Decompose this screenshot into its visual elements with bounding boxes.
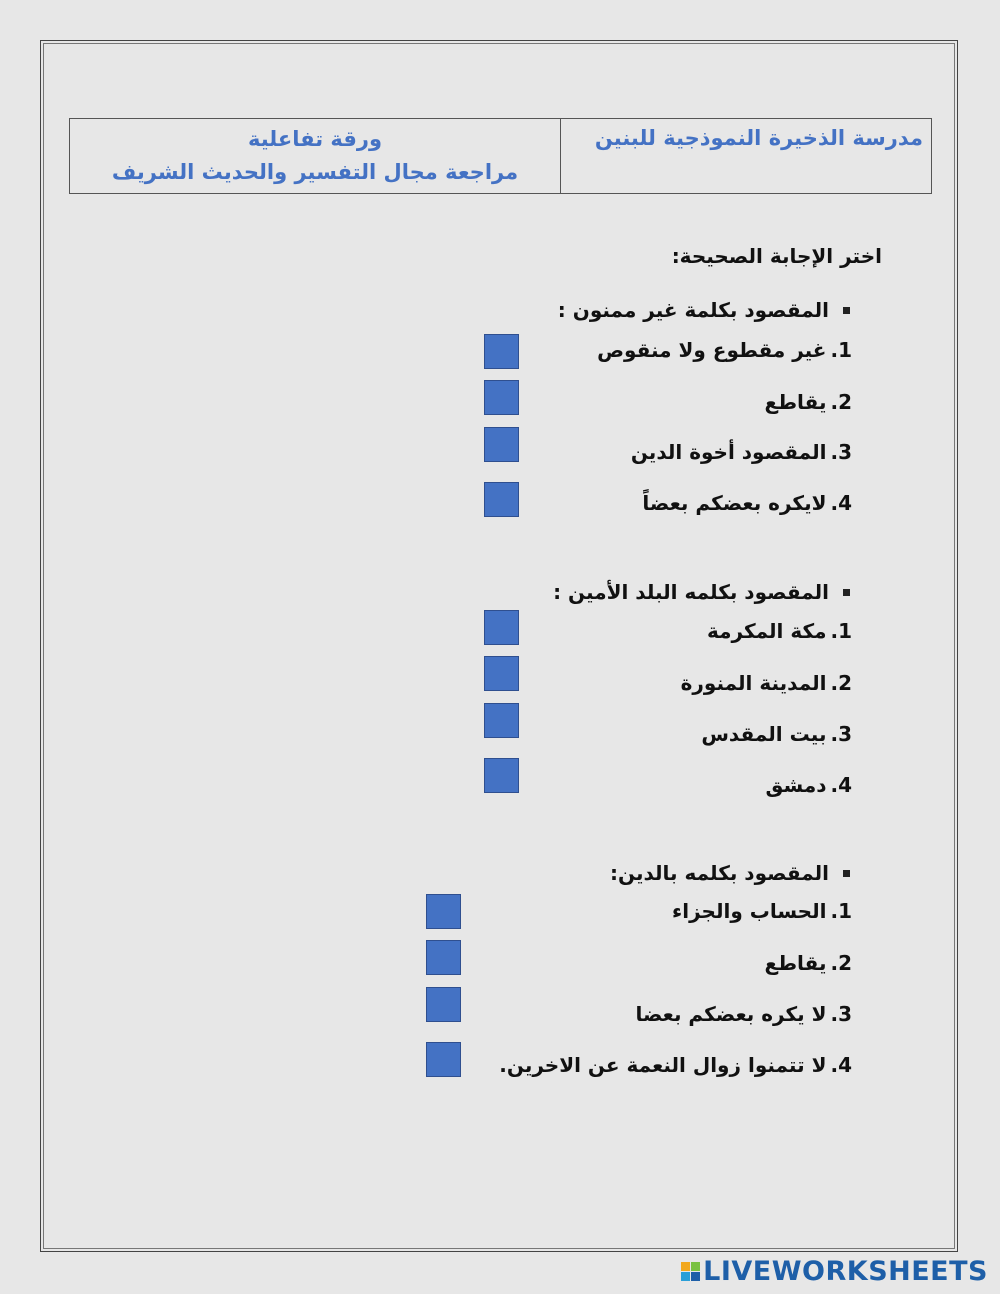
logo-tile — [691, 1262, 700, 1271]
answer-box-q1-4[interactable] — [484, 482, 519, 517]
question-text: المقصود بكلمه بالدين: — [609, 861, 829, 885]
liveworksheets-logo-icon — [681, 1262, 700, 1281]
header-table — [69, 118, 932, 194]
question-text: المقصود بكلمه البلد الأمين : — [553, 580, 829, 604]
logo-tile — [691, 1272, 700, 1281]
q3-option-3: 3. لا يكره بعضكم بعضا — [635, 1002, 852, 1026]
worksheet-subject: مراجعة مجال التفسير والحديث الشريف — [111, 160, 519, 184]
q2-option-3: 3. بيت المقدس — [701, 722, 852, 746]
worksheet-title-cell — [70, 119, 561, 193]
bullet-icon — [843, 307, 850, 314]
answer-box-q2-2[interactable] — [484, 656, 519, 691]
q1-option-3: 3. المقصود أخوة الدين — [630, 440, 852, 464]
question-text: المقصود بكلمة غير ممنون : — [557, 298, 829, 322]
school-name: مدرسة الذخيرة النموذجية للبنين — [594, 126, 923, 150]
school-name-cell — [561, 119, 931, 193]
question-2 — [553, 580, 850, 604]
answer-box-q3-2[interactable] — [426, 940, 461, 975]
q3-option-4: 4. لا تتمنوا زوال النعمة عن الاخرين. — [499, 1053, 852, 1077]
answer-box-q3-4[interactable] — [426, 1042, 461, 1077]
liveworksheets-logo — [681, 1256, 988, 1287]
q1-option-4: 4. لايكره بعضكم بعضاً — [642, 491, 852, 515]
answer-box-q3-1[interactable] — [426, 894, 461, 929]
answer-box-q3-3[interactable] — [426, 987, 461, 1022]
answer-box-q1-1[interactable] — [484, 334, 519, 369]
logo-text: LIVEWORKSHEETS — [703, 1256, 988, 1287]
worksheet-type: ورقة تفاعلية — [247, 127, 383, 151]
q1-option-2: 2. يقاطع — [764, 390, 852, 414]
q1-option-1: 1. غير مقطوع ولا منقوص — [597, 338, 852, 362]
logo-tile — [681, 1272, 690, 1281]
q2-option-1: 1. مكة المكرمة — [707, 619, 852, 643]
logo-tile — [681, 1262, 690, 1271]
answer-box-q1-2[interactable] — [484, 380, 519, 415]
answer-box-q2-1[interactable] — [484, 610, 519, 645]
answer-box-q1-3[interactable] — [484, 427, 519, 462]
q2-option-4: 4. دمشق — [765, 773, 852, 797]
q2-option-2: 2. المدينة المنورة — [680, 671, 852, 695]
bullet-icon — [843, 589, 850, 596]
question-1 — [558, 298, 850, 322]
bullet-icon — [843, 870, 850, 877]
instruction-text: اختر الإجابة الصحيحة: — [671, 244, 882, 268]
q3-option-1: 1. الحساب والجزاء — [672, 899, 852, 923]
answer-box-q2-4[interactable] — [484, 758, 519, 793]
question-3 — [610, 861, 850, 885]
answer-box-q2-3[interactable] — [484, 703, 519, 738]
q3-option-2: 2. يقاطع — [764, 951, 852, 975]
